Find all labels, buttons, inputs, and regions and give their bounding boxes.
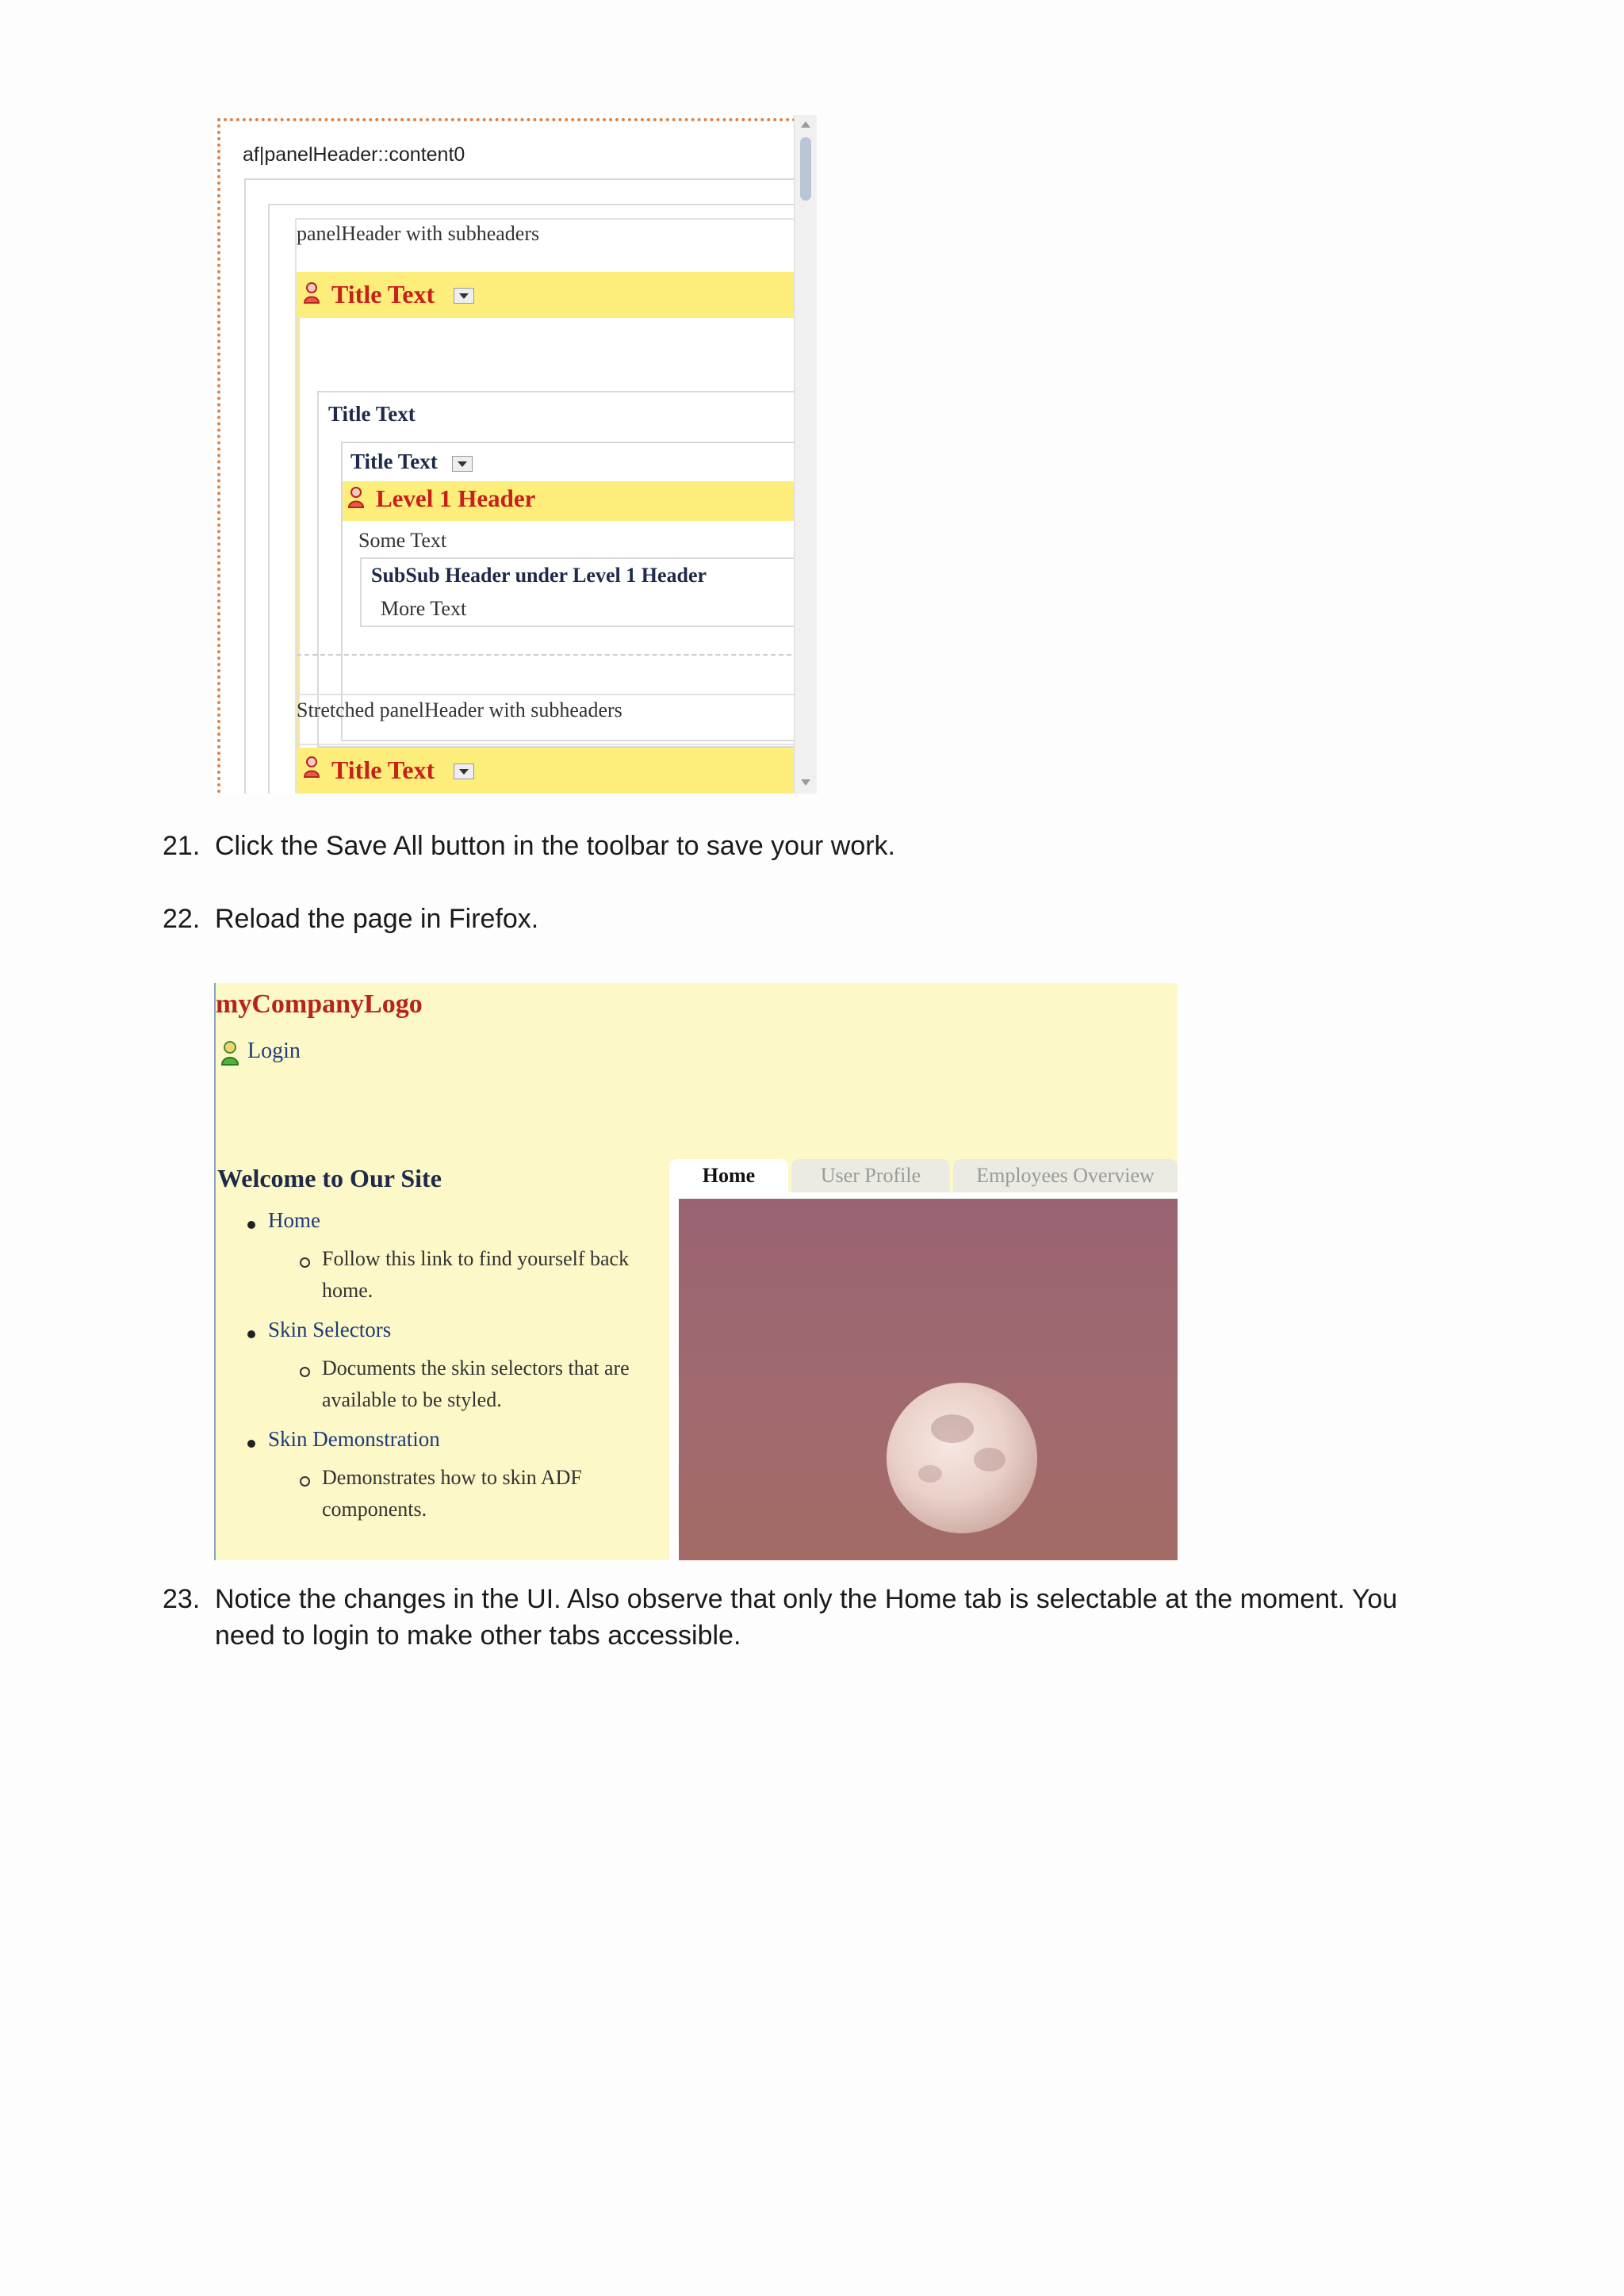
divider	[297, 654, 799, 656]
panel-2-title: Stretched panelHeader with subheaders	[297, 698, 622, 721]
user-icon	[303, 756, 320, 778]
more-text: More Text	[381, 597, 467, 620]
vertical-scrollbar[interactable]	[794, 115, 817, 794]
nav-desc-skin-demonstration-1: Demonstrates how to skin ADF	[322, 1466, 582, 1489]
dropdown-icon[interactable]	[452, 456, 473, 472]
step-text-line2: need to login to make other tabs accessible.	[215, 1621, 741, 1651]
tab-home[interactable]: Home	[669, 1159, 788, 1192]
welcome-heading: Welcome to Our Site	[217, 1164, 442, 1192]
nav-desc-skin-demonstration-2: components.	[322, 1498, 427, 1521]
sub-title-text: Title Text	[328, 402, 416, 426]
sub-bullet	[300, 1367, 310, 1377]
subsub-header: SubSub Header under Level 1 Header	[371, 564, 707, 587]
scroll-thumb[interactable]	[800, 137, 811, 201]
nav-link-home[interactable]: Home	[268, 1208, 320, 1232]
sub-bullet	[300, 1476, 310, 1487]
panel-header-screenshot	[214, 115, 817, 794]
nav-desc-home-1: Follow this link to find yourself back	[322, 1247, 630, 1270]
step-number: 22.	[163, 904, 201, 934]
step-text-line1: Notice the changes in the UI. Also observe that only the Home tab is selectable at the moment. You	[215, 1584, 1398, 1614]
tab-user-profile: User Profile	[791, 1159, 950, 1192]
sub-sub-title-text: Title Text	[350, 450, 438, 473]
step-text: Reload the page in Firefox.	[215, 904, 539, 934]
dropdown-icon[interactable]	[454, 288, 474, 304]
nav-desc-home-2: home.	[322, 1279, 373, 1302]
bullet	[247, 1440, 255, 1448]
user-icon	[303, 281, 320, 304]
some-text: Some Text	[358, 529, 447, 552]
step-number: 23.	[163, 1584, 201, 1614]
nav-link-skin-demonstration[interactable]: Skin Demonstration	[268, 1427, 440, 1451]
nav-desc-skin-selectors-1: Documents the skin selectors that are	[322, 1357, 630, 1380]
scroll-down-icon[interactable]	[801, 779, 810, 786]
dropdown-icon[interactable]	[454, 763, 474, 779]
bullet	[247, 1330, 255, 1338]
panel-1-title: panelHeader with subheaders	[297, 222, 540, 245]
title-text-2: Title Text	[331, 756, 435, 784]
skinned-site-screenshot	[214, 983, 1178, 1560]
user-icon	[347, 486, 365, 508]
sub-bullet	[300, 1257, 310, 1268]
tab-content	[669, 1192, 1178, 1560]
login-link[interactable]: Login	[247, 1039, 301, 1063]
skin-selector-label: af|panelHeader::content0	[243, 144, 465, 166]
tab-bar	[669, 1159, 1178, 1192]
moon-image	[887, 1383, 1037, 1533]
company-logo: myCompanyLogo	[216, 989, 423, 1019]
nav-link-skin-selectors[interactable]: Skin Selectors	[268, 1318, 392, 1341]
step-number: 21.	[163, 831, 201, 861]
scroll-up-icon[interactable]	[801, 121, 810, 128]
nav-desc-skin-selectors-2: available to be styled.	[322, 1388, 502, 1411]
step-text: Click the Save All button in the toolbar to save your work.	[215, 831, 896, 861]
moon-photo	[679, 1199, 1178, 1560]
level1-header: Level 1 Header	[376, 484, 536, 512]
tab-employees-overview: Employees Overview	[953, 1159, 1178, 1192]
bullet	[247, 1221, 255, 1229]
title-text: Title Text	[331, 280, 435, 308]
login-user-icon	[220, 1040, 239, 1066]
